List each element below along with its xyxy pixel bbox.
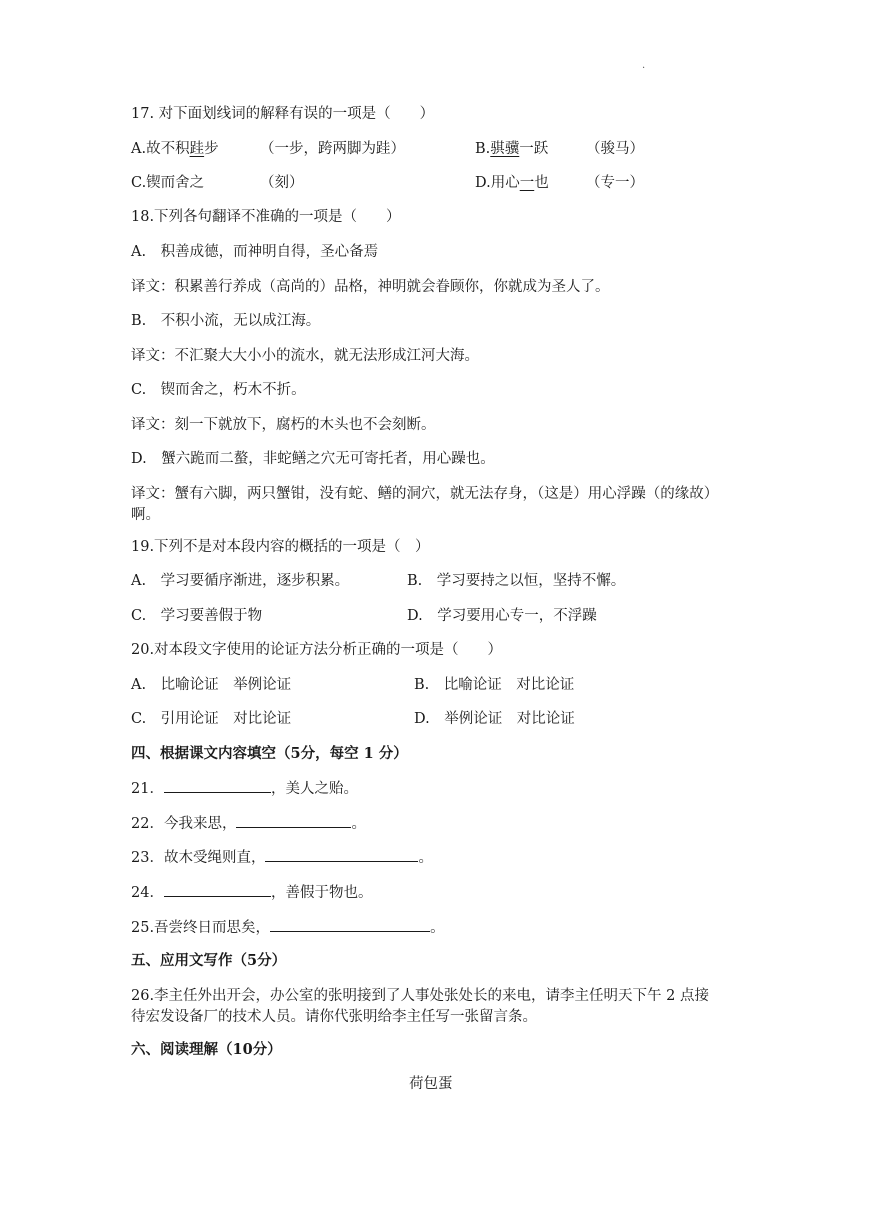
q20-option-b: B. 比喻论证 对比论证 [414,677,575,693]
q18-option-d-translation-line2: 啊。 [131,507,160,523]
section5-heading: 五、应用文写作（5分） [131,952,287,969]
q17-option-a-gloss: （一步，跨两脚为跬） [260,141,405,157]
q18-stem: 18.下列各句翻译不准确的一项是（ ） [131,209,401,225]
q25-line: 25.吾尝终日而思矣， 。 [131,917,445,938]
q20-stem: 20.对本段文字使用的论证方法分析正确的一项是（ ） [131,642,503,658]
q17-d-underlined-word: 一 [519,175,535,191]
q20-option-c: C. 引用论证 对比论证 [131,711,292,727]
q25-blank[interactable] [270,917,430,932]
q18-option-b-translation: 译文：不汇聚大大小小的流水，就无法形成江河大海。 [131,348,479,364]
q17-option-c: C.锲而舍之 [131,175,205,191]
q17-option-a: A.故不积跬步 [131,141,219,157]
q18-option-a-translation: 译文：积累善行养成（高尚的）品格，神明就会眷顾你，你就成为圣人了。 [131,279,610,295]
q17-option-b-gloss: （骏马） [586,141,644,157]
q22-blank[interactable] [236,813,351,828]
q21-line: 21． ，美人之贻。 [131,778,358,799]
q17-option-d-gloss: （专一） [586,175,644,191]
q17-option-c-gloss: （刻） [260,175,304,191]
q17-option-d: D.用心一也 [475,175,549,191]
passage-title: 荷包蛋 [409,1076,453,1092]
q18-option-c: C. 锲而舍之，朽木不折。 [131,382,306,398]
q17-a-underlined-word: 跬 [189,141,205,157]
q23-blank[interactable] [265,847,418,862]
q18-option-d-translation-line1: 译文：蟹有六脚，两只蟹钳，没有蛇、鳝的洞穴，就无法存身，（这是）用心浮躁（的缘故） [131,486,719,502]
section4-heading: 四、根据课文内容填空（5分，每空 1 分） [131,745,408,762]
q18-option-d: D. 蟹六跪而二螯，非蛇鳝之穴无可寄托者，用心躁也。 [131,451,495,467]
q19-stem: 19.下列不是对本段内容的概括的一项是（ ） [131,539,430,555]
q26-text-line2: 待宏发设备厂的技术人员。请你代张明给李主任写一张留言条。 [131,1009,537,1025]
q18-option-b: B. 不积小流，无以成江海。 [131,313,321,329]
q24-blank[interactable] [164,882,271,897]
q22-line: 22．今我来思， 。 [131,813,366,834]
q19-option-a: A. 学习要循序渐进，逐步积累。 [131,573,350,589]
q20-option-d: D. 举例论证 对比论证 [414,711,575,727]
q17-option-b: B.骐骥一跃 [475,141,549,157]
section6-heading: 六、阅读理解（10分） [131,1041,282,1058]
q18-option-a: A. 积善成德，而神明自得，圣心备焉 [131,244,379,260]
q17-stem: 17. 对下面划线词的解释有误的一项是（ ） [131,106,435,122]
q19-option-c: C. 学习要善假于物 [131,608,263,624]
corner-mark: . [642,60,646,71]
q19-option-b: B. 学习要持之以恒，坚持不懈。 [407,573,626,589]
q18-option-c-translation: 译文：刻一下就放下，腐朽的木头也不会刻断。 [131,417,436,433]
q20-option-a: A. 比喻论证 举例论证 [131,677,292,693]
q17-b-underlined-word: 骐骥 [490,141,520,157]
q19-option-d: D. 学习要用心专一，不浮躁 [407,608,597,624]
q26-text-line1: 26.李主任外出开会，办公室的张明接到了人事处张处长的来电，请李主任明天下午 2 点接 [131,988,710,1004]
q24-line: 24． ，善假于物也。 [131,882,372,903]
q23-line: 23．故木受绳则直， 。 [131,847,433,868]
q21-blank[interactable] [164,778,271,793]
